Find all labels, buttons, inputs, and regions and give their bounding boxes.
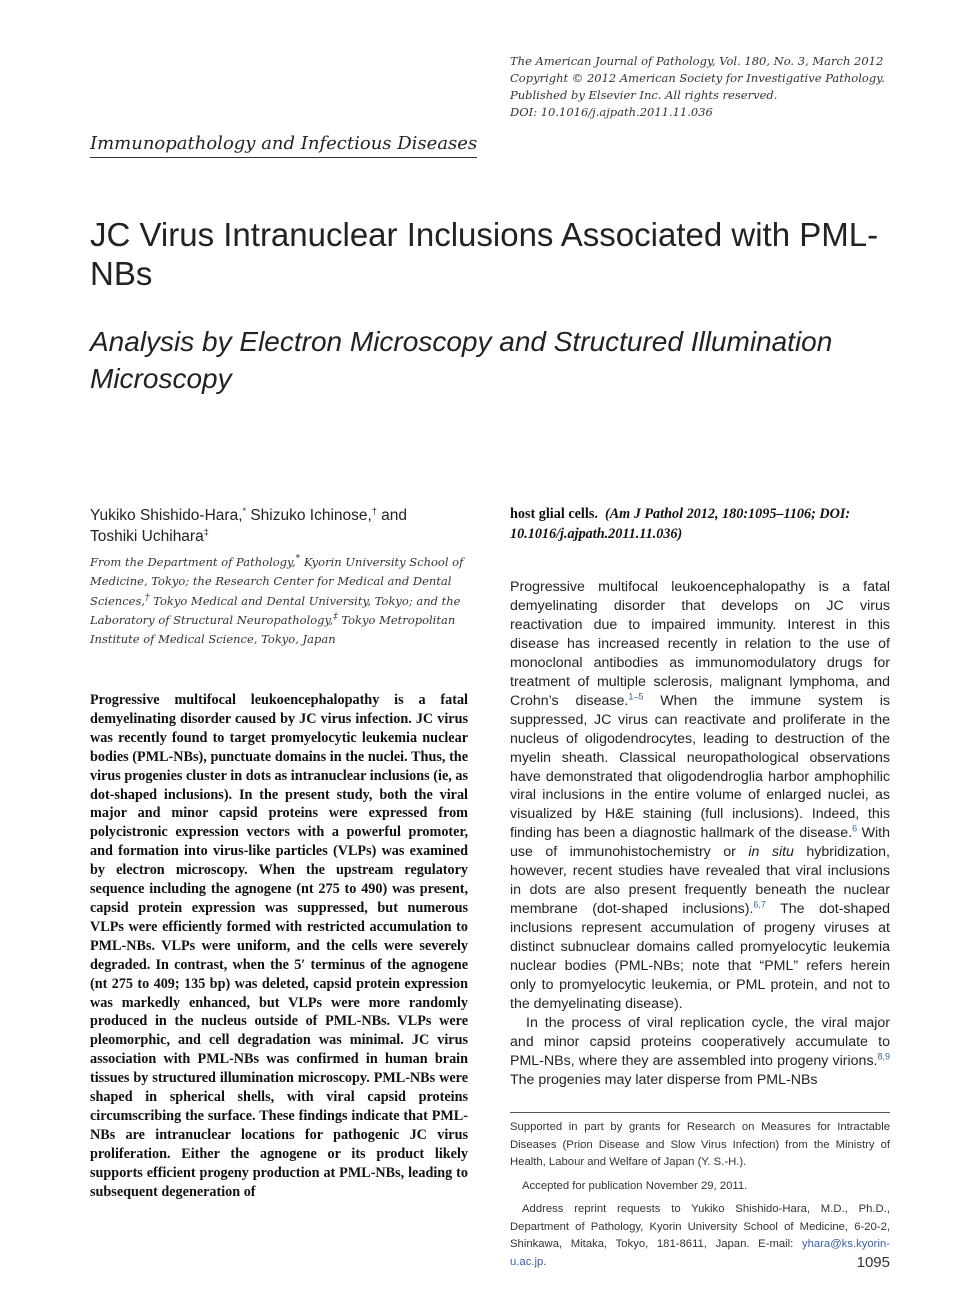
author-list bbox=[90, 505, 470, 547]
body-span: hybridization, however, recent studies have revealed that viral inclusions in dots are also present frequently beneath the nuclear membrane (dot-shaped inclusions). bbox=[510, 844, 891, 918]
body-span: Progressive multifocal leukoencephalopathy is a fatal demyelinating disorder that develops on JC virus reactivation due to impaired immunity. Interest in this disease has increased recently in relation to the use of monoclonal antibodies as immunomodulatory drugs for treatment of multiple sclerosis, malignant lymphoma, and Crohn’s disease. bbox=[510, 579, 890, 709]
body-span: When the immune system is suppressed, JC virus can reactivate and proliferate in the nucleus of oligodendrocytes, leading to destruction of the myelin sheath. Classical neuropathological observations have demonstrated that oligodendroglia harbor amphophilic viral inclusions in the entire volume of enlarged nuclei, as visualized by H&E staining (full inclusions). Indeed, this finding has been a diagnostic hallmark of the disease. bbox=[510, 692, 890, 842]
copyright-line: Copyright © 2012 American Society for Investigative Pathology. bbox=[510, 71, 885, 85]
affiliation-part: Tokyo Metropolitan Institute of Medical Science, Tokyo, Japan bbox=[90, 612, 456, 647]
footnote-divider bbox=[510, 1112, 890, 1113]
abstract-end: host glial cells. bbox=[510, 506, 598, 522]
affiliation-mark: † bbox=[145, 592, 150, 603]
address-note bbox=[510, 1201, 890, 1271]
funding-note: Supported in part by grants for Research on Measures for Intractable Diseases (Prion Disease and Slow Virus Infection) from the Ministry of Health, Labour and Welfare of Japan (Y. S.-H.). bbox=[510, 1121, 890, 1168]
body-italic: in situ bbox=[748, 844, 794, 861]
journal-meta bbox=[510, 53, 910, 121]
author-2-mark: † bbox=[371, 505, 377, 516]
reference-link[interactable]: 6,7 bbox=[753, 899, 766, 910]
email-link[interactable]: yhara@ks.kyorin-u.ac.jp bbox=[510, 1238, 890, 1268]
address-text: Address reprint requests to Yukiko Shishido-Hara, M.D., Ph.D., Department of Pathology, Kyorin University School of Medicine, 6-20-2, Shinkawa, Mitaka, Tokyo, 181-8611, Japan. E-mail: bbox=[510, 1203, 890, 1250]
publisher-line: Published by Elsevier Inc. All rights reserved. bbox=[510, 88, 778, 102]
author-conjunction: and bbox=[376, 507, 407, 524]
author-2: Shizuko Ichinose, bbox=[246, 507, 372, 524]
body-span: The dot-shaped inclusions represent accumulation of progeny viruses at distinct subnuclear domains called promyelocytic leukemia nuclear bodies (PML-NBs; note that “PML” refers herein only to promyelocytic leukemia, or PML protein, and not to the demyelinating disease). bbox=[510, 901, 890, 1012]
doi-line: DOI: 10.1016/j.ajpath.2011.11.036 bbox=[510, 105, 713, 119]
affiliation-part: From the Department of Pathology, bbox=[90, 555, 296, 569]
body-span: The progenies may later disperse from PML-NBs bbox=[510, 1071, 818, 1088]
body-span: With use of immunohistochemistry or bbox=[510, 825, 890, 861]
footnotes bbox=[510, 1119, 890, 1277]
abstract-continuation bbox=[510, 505, 890, 544]
author-1: Yukiko Shishido-Hara, bbox=[90, 507, 243, 524]
affiliation bbox=[90, 553, 468, 649]
page-number: 1095 bbox=[856, 1254, 890, 1271]
affiliation-mark: * bbox=[295, 554, 301, 565]
body-paragraph-2 bbox=[510, 1014, 890, 1090]
article-title: JC Virus Intranuclear Inclusions Associated with PML-NBs bbox=[90, 216, 879, 292]
body-span: In the process of viral replication cycle, the viral major and minor capsid proteins cooperatively accumulate to PML-NBs, where they are assembled into progeny virions. bbox=[510, 1014, 890, 1069]
article-subtitle: Analysis by Electron Microscopy and Structured Illumination Microscopy bbox=[90, 326, 833, 394]
section-heading: Immunopathology and Infectious Diseases bbox=[90, 133, 477, 158]
affiliation-part: Kyorin University School of Medicine, Tokyo; the Research Center for Medical and Dental Sciences, bbox=[90, 555, 464, 608]
reference-link[interactable]: 1–5 bbox=[628, 690, 644, 701]
reference-link[interactable]: 6 bbox=[852, 823, 858, 834]
author-1-mark: * bbox=[242, 505, 247, 516]
abstract-citation: (Am J Pathol 2012, 180:1095–1106; DOI: 10.1016/j.ajpath.2011.11.036) bbox=[510, 506, 851, 542]
author-3-mark: ‡ bbox=[203, 526, 209, 537]
reference-link[interactable]: 8,9 bbox=[877, 1051, 890, 1062]
author-3: Toshiki Uchihara bbox=[90, 528, 204, 545]
body-paragraph-1 bbox=[510, 578, 890, 1014]
address-end: . bbox=[543, 1255, 547, 1268]
abstract-text: Progressive multifocal leukoencephalopathy is a fatal demyelinating disorder caused by JC virus infection. JC virus was recently found to target promyelocytic leukemia nuclear bodies (PML-NBs), punctuate domains in the nuclei. Thus, the virus progenies cluster in dots as intranuclear inclusions (ie, as dot-shaped inclusions). In the present study, both the viral major and minor capsid proteins were expressed from polycistronic expression vectors with a powerful promoter, and formation into virus-like particles (VLPs) was examined by electron microscopy. When the upstream regulatory sequence including the agnogene (nt 275 to 490) was present, capsid protein expression was suppressed, but numerous VLPs were efficiently formed with restricted accumulation to PML-NBs. VLPs were uniform, and the cells were severely degraded. In contrast, when the 5′ terminus of the agnogene (nt 275 to 409; 135 bp) was deleted, capsid protein expression was markedly enhanced, but VLPs were more randomly produced in the nucleus outside of PML-NBs. VLPs were pleomorphic, and cell degradation was minimal. JC virus association with PML-NBs was confirmed in human brain tissues by structured illumination microscopy. PML-NBs were shaped in spherical shells, with viral capsid proteins circumscribing the surface. These findings indicate that PML-NBs are intranuclear locations for pathogenic JC virus proliferation. Either the agnogene or its product likely supports efficient progeny production at PML-NBs, leading to subsequent degeneration of bbox=[90, 692, 468, 1200]
affiliation-part: Tokyo Medical and Dental University, Tokyo; and the Laboratory of Structural Neuropathology, bbox=[90, 593, 461, 627]
body-text bbox=[510, 578, 890, 1090]
accepted-note: Accepted for publication November 29, 2011. bbox=[522, 1179, 748, 1192]
journal-citation-line: The American Journal of Pathology, Vol. 180, No. 3, March 2012 bbox=[510, 54, 884, 68]
affiliation-mark: ‡ bbox=[333, 612, 338, 623]
